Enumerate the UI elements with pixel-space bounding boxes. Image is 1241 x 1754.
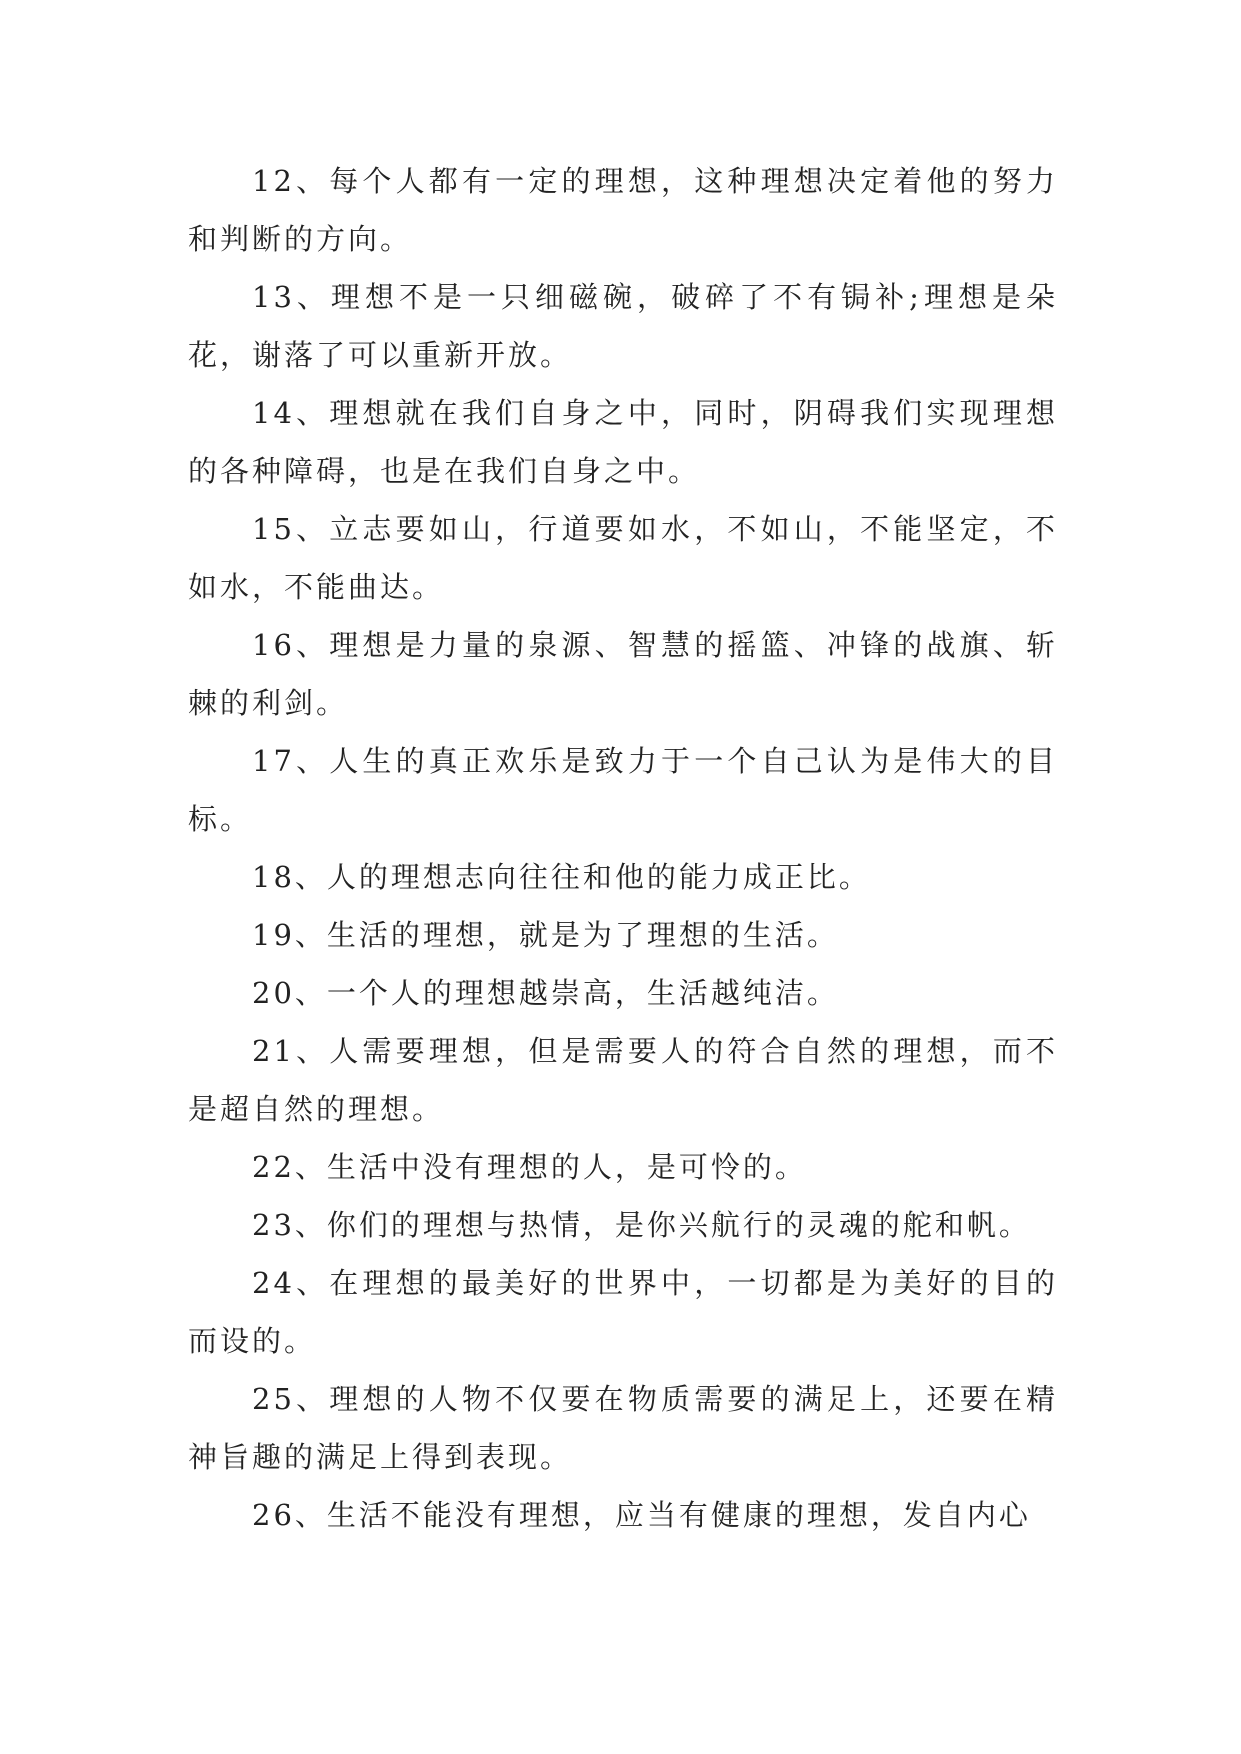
paragraph-14: 14、理想就在我们自身之中，同时，阴碍我们实现理想的各种障碍，也是在我们自身之中。 xyxy=(188,396,1058,488)
paragraph-23: 23、你们的理想与热情，是你兴航行的灵魂的舵和帆。 xyxy=(252,1208,1031,1242)
paragraph-18: 18、人的理想志向往往和他的能力成正比。 xyxy=(252,860,871,894)
paragraph-12: 12、每个人都有一定的理想，这种理想决定着他的努力和判断的方向。 xyxy=(188,164,1058,256)
paragraph-16: 16、理想是力量的泉源、智慧的摇篮、冲锋的战旗、斩棘的利剑。 xyxy=(188,628,1058,720)
paragraph-15: 15、立志要如山，行道要如水，不如山，不能坚定，不如水，不能曲达。 xyxy=(188,512,1058,604)
paragraph-22: 22、生活中没有理想的人，是可怜的。 xyxy=(252,1150,807,1184)
paragraph-13: 13、理想不是一只细磁碗，破碎了不有锔补;理想是朵花，谢落了可以重新开放。 xyxy=(188,280,1058,372)
paragraph-17: 17、人生的真正欢乐是致力于一个自己认为是伟大的目标。 xyxy=(188,744,1058,836)
paragraph-25: 25、理想的人物不仅要在物质需要的满足上，还要在精神旨趣的满足上得到表现。 xyxy=(188,1382,1058,1474)
paragraph-24: 24、在理想的最美好的世界中，一切都是为美好的目的而设的。 xyxy=(188,1266,1058,1358)
document-body xyxy=(188,152,1058,1544)
paragraph-19: 19、生活的理想，就是为了理想的生活。 xyxy=(252,918,839,952)
paragraph-20: 20、一个人的理想越崇高，生活越纯洁。 xyxy=(252,976,839,1010)
paragraph-26: 26、生活不能没有理想，应当有健康的理想，发自内心 xyxy=(252,1498,1031,1532)
paragraph-21: 21、人需要理想，但是需要人的符合自然的理想，而不是超自然的理想。 xyxy=(188,1034,1058,1126)
